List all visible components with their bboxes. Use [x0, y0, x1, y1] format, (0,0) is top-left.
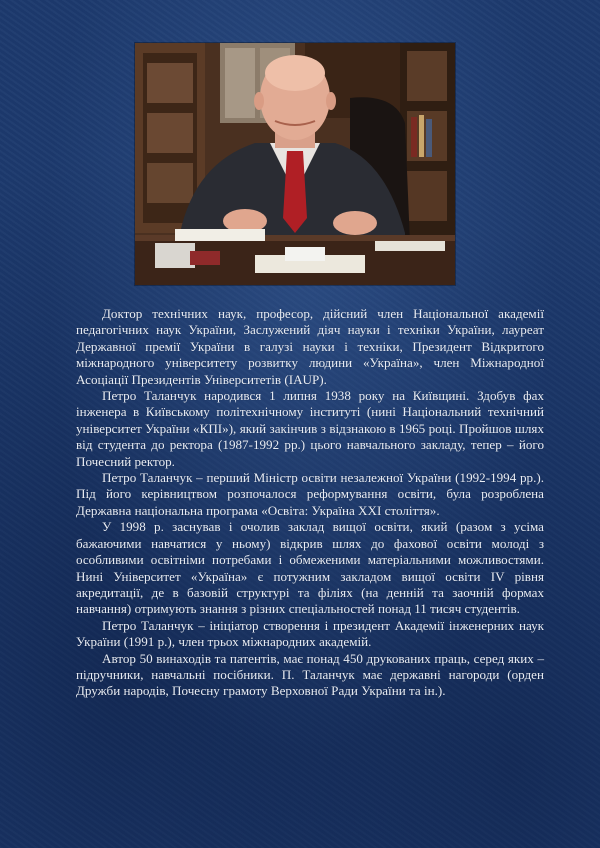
bio-paragraph: Петро Таланчук – перший Міністр освіти незалежної України (1992-1994 рр.). Під його керівництвом розпочалося реформування освіти, була розроблена Державна національна програма «Освіта: Україна XXI століття».: [76, 470, 544, 518]
bio-paragraph: У 1998 р. заснував і очолив заклад вищої освіти, який (разом з усіма бажаючими навчатися у ньому) відкрив шлях до фахової освіти молоді з особливими освітніми потребами і обмеженими матеріальними можливостями. Нині Університет «Україна» є потужним закладом вищої освіти IV рівня акредитації, де в базовій структурі та філіях (на денній та заочній формах навчання) отримують знання з різних спеціальностей понад 11 тисяч студентів.: [76, 519, 544, 617]
bio-paragraph: Автор 50 винаходів та патентів, має понад 450 друкованих праць, серед яких – підручники, навчальні посібники. П. Таланчук має державні нагороди (орден Дружби народів, Почесну грамоту Верховної Ради України та ін.).: [76, 650, 544, 699]
bio-paragraph: Петро Таланчук – ініціатор створення і президент Академії інженерних наук України (1991 р.), член трьох міжнародних академій.: [76, 617, 544, 650]
bio-paragraph: Доктор технічних наук, професор, дійсний член Національної академії педагогічних наук України, Заслужений діяч науки і техніки України, лауреат Державної премії України в галузі науки і техніки, Президент Відкритого міжнародного університету розвитку людини «Україна», член Міжнародної Асоціації Президентів Університетів (IAUP).: [76, 306, 544, 387]
biography-text: [76, 306, 544, 700]
bio-paragraph: Петро Таланчук народився 1 липня 1938 року на Київщині. Здобув фах інженера в Київському політехнічному інституті (нині Національний технічний університет України «КПІ»), який закінчив з відзнакою в 1965 році. Пройшов шлях від студента до ректора (1987-1992 рр.) цього навчального закладу, тепер – його Почесний ректор.: [76, 388, 544, 469]
portrait-photo: [135, 43, 455, 285]
